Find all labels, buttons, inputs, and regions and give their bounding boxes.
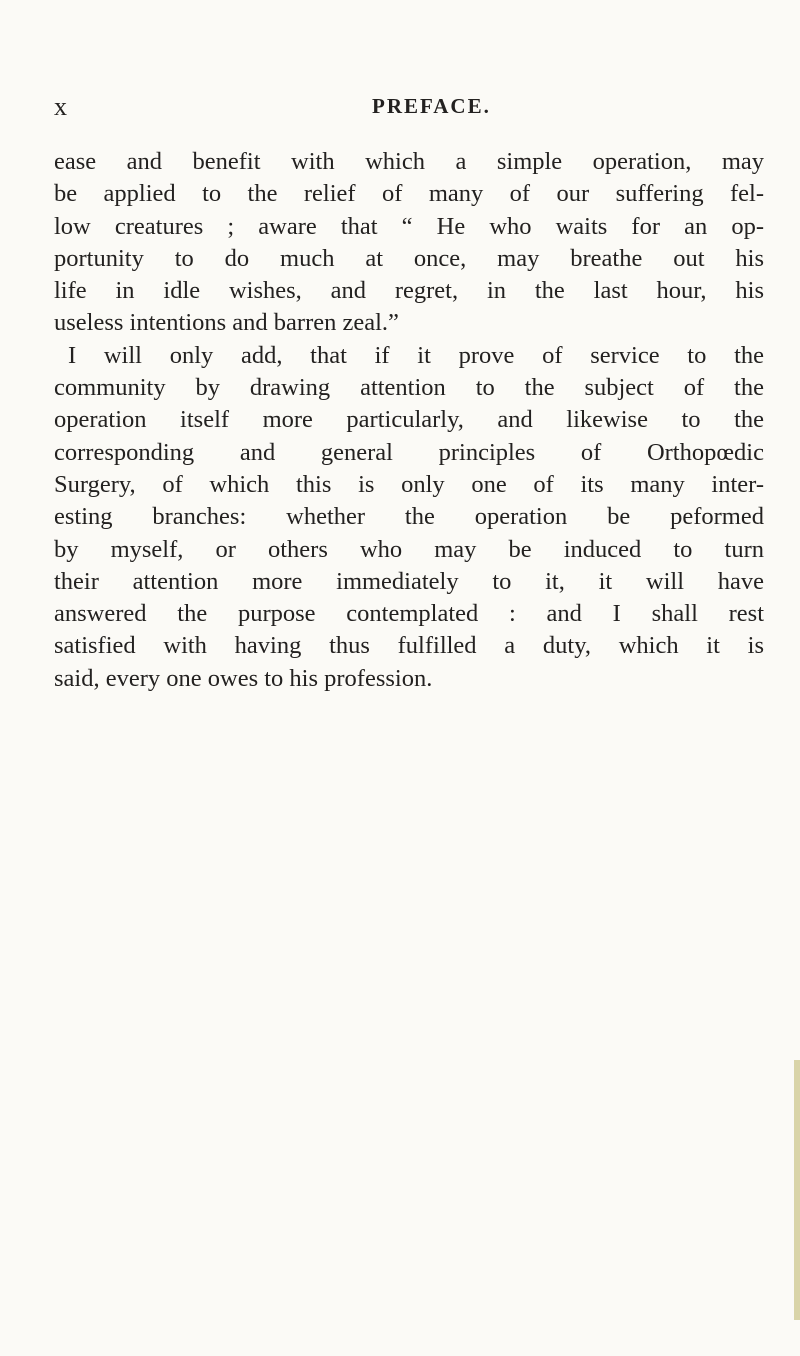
text-line: low creatures ; aware that “ He who waits for an op-	[54, 212, 764, 240]
text-line: answered the purpose contemplated : and I shall rest	[54, 600, 764, 628]
preface-text	[54, 146, 764, 695]
text-line: esting branches: whether the operation be peformed	[54, 503, 764, 531]
text-line: be applied to the relief of many of our suffering fel-	[54, 180, 764, 208]
text-line: community by drawing attention to the subject of the	[54, 374, 764, 402]
running-head	[0, 92, 800, 132]
text-line: said, every one owes to his profession.	[54, 664, 433, 692]
text-line: ease and benefit with which a simple operation, may	[54, 148, 764, 175]
page-header-title: PREFACE.	[372, 94, 491, 118]
text-line: corresponding and general principles of Orthopœdic	[54, 438, 764, 466]
text-line: Surgery, of which this is only one of its many inter-	[54, 470, 764, 498]
page-edge-discoloration	[794, 1060, 800, 1320]
text-line: life in idle wishes, and regret, in the last hour, his	[54, 277, 764, 305]
text-line: portunity to do much at once, may breathe out his	[54, 244, 764, 272]
text-line: I will only add, that if it prove of service to the	[68, 341, 764, 369]
text-line: by myself, or others who may be induced to turn	[54, 535, 764, 563]
text-line: satisfied with having thus fulfilled a duty, which it is	[54, 632, 764, 660]
page-number: x	[54, 92, 68, 121]
text-line: useless intentions and barren zeal.”	[54, 309, 399, 337]
text-line: operation itself more particularly, and likewise to the	[54, 406, 764, 434]
text-line: their attention more immediately to it, it will have	[54, 567, 764, 595]
